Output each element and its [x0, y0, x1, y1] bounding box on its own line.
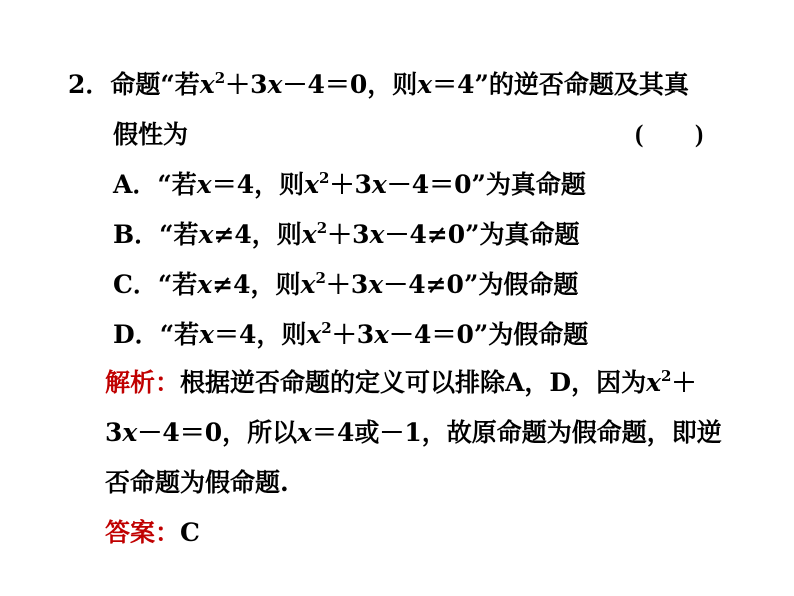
question-number: 2 — [68, 70, 86, 99]
option-text: ＋3 — [329, 170, 372, 199]
question-text-a: ．命题“若 — [85, 70, 200, 99]
analysis-text: －4＝0，所以 — [137, 418, 298, 447]
analysis-text: ＋ — [671, 368, 697, 397]
var-x: x — [196, 170, 212, 199]
option-label: B． — [113, 220, 160, 249]
superscript: 2 — [661, 367, 672, 385]
option-c — [113, 270, 578, 300]
option-text: “若 — [157, 170, 197, 199]
analysis-text: 3 — [105, 418, 123, 447]
option-text: “若 — [159, 220, 199, 249]
option-text: ＝4，则 — [211, 170, 305, 199]
option-text: ＋3 — [327, 220, 370, 249]
var-x: x — [122, 418, 138, 447]
var-x: x — [371, 170, 387, 199]
option-text: －4＝0”为真命题 — [386, 170, 586, 199]
answer-paren-open: ( — [635, 121, 644, 148]
option-text: ＝4，则 — [213, 320, 307, 349]
var-x: x — [297, 418, 313, 447]
analysis-text: ＝4或－1，故原命题为假命题，即逆 — [312, 418, 722, 447]
var-x: x — [300, 270, 316, 299]
superscript: 2 — [319, 169, 330, 187]
answer-value: C — [180, 518, 200, 547]
question-line-1 — [68, 70, 689, 100]
var-x: x — [306, 320, 322, 349]
option-text: “若 — [157, 270, 198, 299]
question-text-c: －4＝0，则 — [282, 70, 418, 99]
var-x: x — [374, 320, 390, 349]
var-x: x — [199, 320, 214, 349]
var-x: x — [646, 368, 662, 397]
superscript: 2 — [214, 69, 226, 87]
var-x: x — [368, 270, 384, 299]
var-x: x — [369, 220, 385, 249]
option-a — [113, 170, 586, 200]
analysis-text: 否命题为假命题. — [105, 468, 289, 497]
option-d — [113, 320, 588, 350]
var-x: x — [199, 70, 215, 99]
var-x: x — [301, 220, 317, 249]
answer-label: 答案： — [105, 518, 181, 547]
answer-paren-close: ) — [695, 121, 704, 148]
option-text: “若 — [159, 320, 200, 349]
question-line-2 — [113, 120, 188, 150]
superscript: 2 — [321, 319, 332, 337]
question-text-d: ＝4”的逆否命题及其真 — [432, 70, 689, 99]
analysis-line-3 — [105, 468, 289, 498]
analysis-line-1 — [105, 368, 696, 398]
analysis-line-2 — [105, 418, 722, 448]
option-text: ＋3 — [325, 270, 369, 299]
question-text-b: ＋3 — [225, 70, 268, 99]
answer-line — [105, 518, 200, 548]
option-text: ≠4，则 — [213, 220, 302, 249]
option-text: ≠4，则 — [212, 270, 301, 299]
superscript: 2 — [316, 219, 328, 237]
option-text: －4≠0”为真命题 — [384, 220, 580, 249]
question-text-line2: 假性为 — [113, 120, 189, 149]
analysis-text: 根据逆否命题的定义可以排除A，D，因为 — [180, 368, 647, 397]
var-x: x — [198, 220, 214, 249]
var-x: x — [304, 170, 320, 199]
option-text: ＋3 — [331, 320, 375, 349]
option-label: C． — [113, 270, 158, 299]
option-text: －4≠0”为假命题 — [383, 270, 579, 299]
var-x: x — [197, 270, 213, 299]
superscript: 2 — [315, 269, 326, 287]
var-x: x — [417, 70, 433, 99]
var-x: x — [267, 70, 283, 99]
analysis-label: 解析： — [105, 368, 181, 397]
option-label: A． — [113, 170, 158, 199]
option-text: －4＝0”为假命题 — [389, 320, 589, 349]
option-b — [113, 220, 580, 250]
option-label: D． — [113, 320, 160, 349]
